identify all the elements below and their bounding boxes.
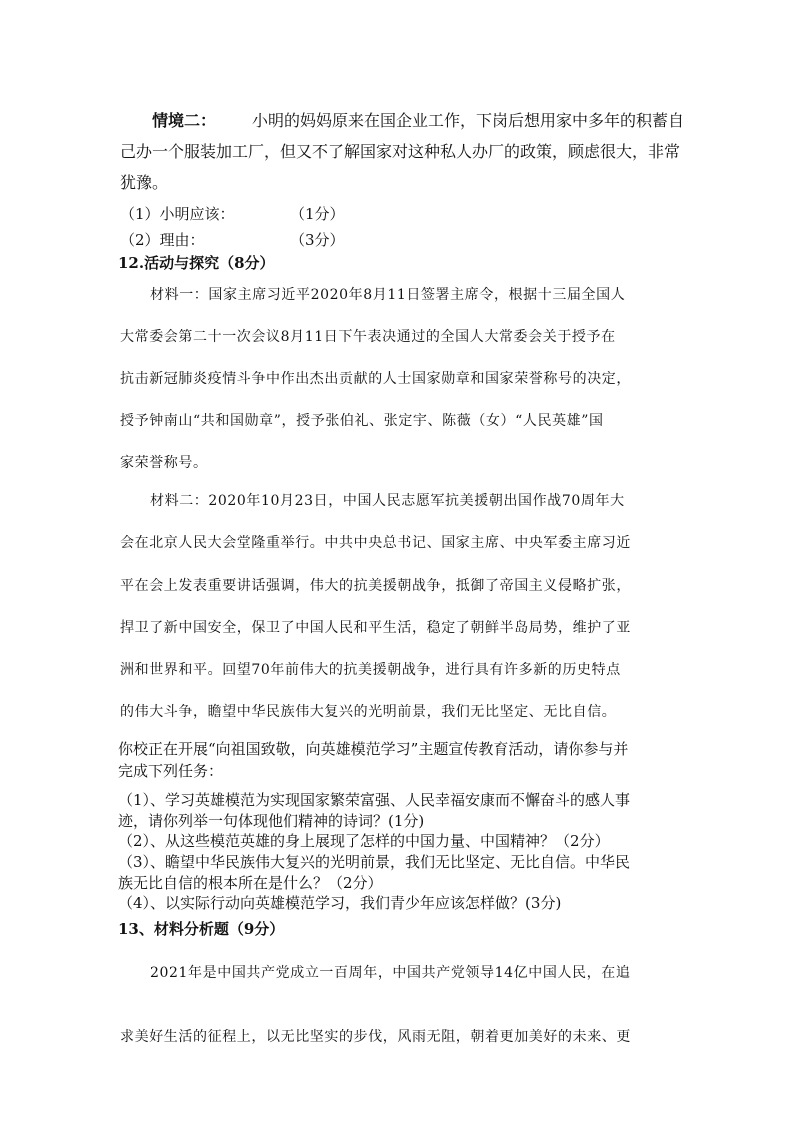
task-intro-line: 完成下列任务： [118, 762, 224, 780]
scenario2-text-3: 犹豫。 [120, 173, 169, 192]
task-line: （3）、瞻望中华民族伟大复兴的光明前景，我们无比坚定、无比自信。中华民 [118, 853, 631, 871]
material2-line: 平在会上发表重要讲话强调，伟大的抗美援朝战争，抵御了帝国主义侵略扩张， [120, 578, 631, 594]
q1-label: （1）小明应该： [120, 205, 235, 223]
scenario2-question-1 [120, 207, 235, 222]
task-intro-line: 你校正在开展“向祖国致敬，向英雄模范学习”主题宣传教育活动，请你参与并 [118, 740, 629, 758]
task-line: 族无比自信的根本所在是什么？（2分） [118, 874, 383, 892]
task-line: 迹，请你列举一句体现他们精神的诗词？(1分) [118, 812, 425, 830]
material1-line: 家荣誉称号。 [120, 455, 208, 471]
scenario2-text-1: 小明的妈妈原来在国企业工作，下岗后想用家中多年的积蓄自 [252, 111, 685, 130]
scenario2-label: 情境二： [152, 111, 217, 130]
task-line: （1）、学习英雄模范为实现国家繁荣富强、人民幸福安康而不懈奋斗的感人事 [118, 791, 631, 809]
material2-line: 洲和世界和平。回望70年前伟大的抗美援朝战争，进行具有许多新的历史特点 [120, 662, 621, 678]
scenario2-text-2: 己办一个服装加工厂，但又不了解国家对这种私人办厂的政策，顾虑很大，非常 [120, 142, 681, 161]
material2-line: 材料二：2020年10月23日，中国人民志愿军抗美援朝出国作战70周年大 [150, 493, 625, 509]
q13-paragraph-line: 求美好生活的征程上，以无比坚实的步伐，风雨无阻，朝着更加美好的未来、更 [120, 1029, 631, 1045]
q12-heading: 12.活动与探究（8分） [118, 254, 275, 272]
scenario2-question-2 [120, 233, 205, 248]
material1-line: 大常委会第二十一次会议8月11日下午表决通过的全国人大常委会关于授予在 [120, 329, 616, 345]
q2-score: （3分） [290, 231, 345, 249]
material2-line: 会在北京人民大会堂隆重举行。中共中央总书记、国家主席、中央军委主席习近 [120, 535, 631, 551]
material1-line: 抗击新冠肺炎疫情斗争中作出杰出贡献的人士国家勋章和国家荣誉称号的决定， [120, 371, 631, 387]
material1-line: 材料一：国家主席习近平2020年8月11日签署主席令，根据十三届全国人 [150, 287, 626, 303]
material2-line: 的伟大斗争，瞻望中华民族伟大复兴的光明前景，我们无比坚定、无比自信。 [120, 704, 617, 720]
material2-line: 捍卫了新中国安全，保卫了中国人民和平生活，稳定了朝鲜半岛局势，维护了亚 [120, 620, 631, 636]
material1-line: 授予钟南山“共和国勋章”，授予张伯礼、张定宇、陈薇（女）“人民英雄”国 [120, 413, 604, 429]
q13-paragraph-line: 2021年是中国共产党成立一百周年，中国共产党领导14亿中国人民，在追 [150, 965, 631, 981]
q13-heading: 13、材料分析题（9分） [118, 920, 285, 938]
task-line: （2）、从这些模范英雄的身上展现了怎样的中国力量、中国精神？（2分） [118, 832, 610, 850]
q2-label: （2）理由： [120, 231, 205, 249]
q1-score: （1分） [290, 205, 345, 223]
scenario2-line1 [152, 113, 684, 129]
task-line: （4）、以实际行动向英雄模范学习，我们青少年应该怎样做？(3分) [118, 894, 562, 912]
